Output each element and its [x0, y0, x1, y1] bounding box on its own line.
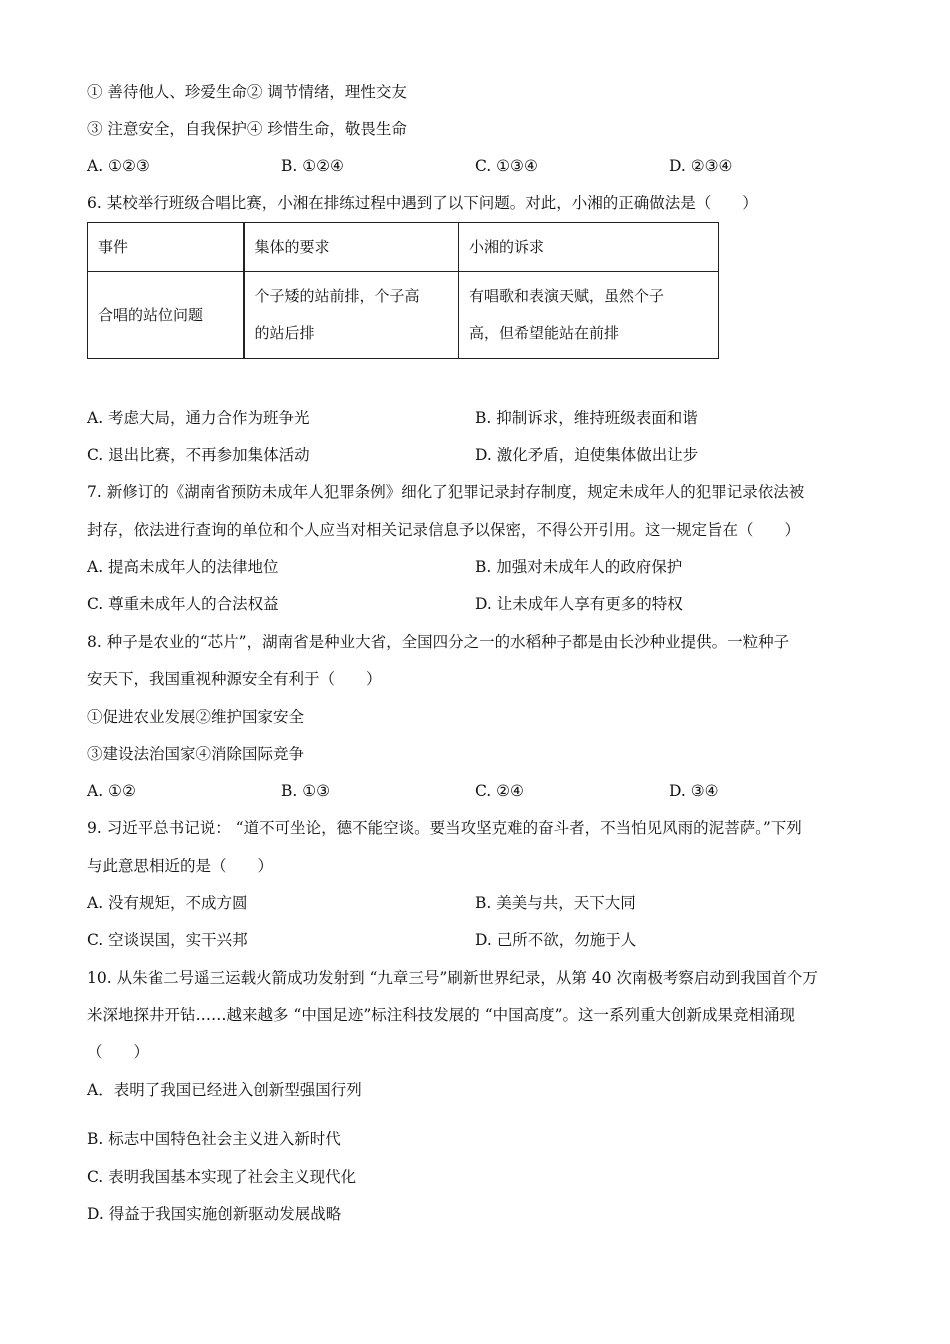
q9-option-c[interactable]: C. 空谈误国，实干兴邦	[87, 931, 248, 949]
q7-option-b[interactable]: B. 加强对未成年人的政府保护	[475, 558, 683, 576]
q6-option-b[interactable]: B. 抑制诉求，维持班级表面和谐	[475, 409, 698, 427]
q7-option-a[interactable]: A. 提高未成年人的法律地位	[87, 558, 279, 576]
header-xiaoxiang-appeal: 小湘的诉求	[459, 223, 719, 272]
q7-question-line1: 7. 新修订的《湖南省预防未成年人犯罪条例》细化了犯罪记录封存制度，规定未成年人的犯罪记录依法被	[87, 483, 805, 501]
q6-option-d[interactable]: D. 激化矛盾，迫使集体做出让步	[475, 446, 699, 464]
q10-question-line2: 米深地探井开钻……越来越多 “中国足迹”标注科技发展的 “中国高度”。这一系列重大创新成果竞相涌现	[87, 1006, 796, 1024]
q9-question-line1: 9. 习近平总书记说： “道不可坐论，德不能空谈。要当攻坚克难的奋斗者，不当怕见风雨的泥菩萨。”下列	[87, 819, 802, 837]
q10-option-d[interactable]: D. 得益于我国实施创新驱动发展战略	[87, 1205, 342, 1223]
cell-appeal-line1: 有唱歌和表演天赋，虽然个子	[469, 287, 665, 305]
q8-option-b[interactable]: B. ①③	[281, 782, 331, 800]
q8-question-line1: 8. 种子是农业的“芯片”，湖南省是种业大省，全国四分之一的水稻种子都是由长沙种业提供。一粒种子	[87, 633, 790, 651]
q10-option-a[interactable]: A．表明了我国已经进入创新型强国行列	[87, 1081, 362, 1099]
q8-statements-line1: ①促进农业发展②维护国家安全	[87, 708, 305, 726]
table-row	[88, 272, 719, 359]
cell-appeal	[459, 272, 719, 359]
q6-question: 6. 某校举行班级合唱比赛，小湘在排练过程中遇到了以下问题。对此，小湘的正确做法是（ ）	[87, 194, 758, 212]
q10-option-c[interactable]: C. 表明我国基本实现了社会主义现代化	[87, 1168, 357, 1186]
q8-option-d[interactable]: D. ③④	[669, 782, 719, 800]
q10-question-line1: 10. 从朱雀二号遥三运载火箭成功发射到 “九章三号”刷新世界纪录，从第 40 次南极考察启动到我国首个万	[87, 969, 818, 987]
q8-option-c[interactable]: C. ②④	[475, 782, 524, 800]
q5-statements-line2: ③ 注意安全，自我保护④ 珍惜生命，敬畏生命	[87, 120, 407, 138]
q6-option-c[interactable]: C. 退出比赛，不再参加集体活动	[87, 446, 310, 464]
q5-option-b[interactable]: B. ①②④	[281, 157, 344, 175]
q7-option-c[interactable]: C. 尊重未成年人的合法权益	[87, 595, 279, 613]
q5-option-d[interactable]: D. ②③④	[669, 157, 733, 175]
q9-option-b[interactable]: B. 美美与共，天下大同	[475, 894, 636, 912]
q9-question-line2: 与此意思相近的是（ ）	[87, 857, 274, 875]
q9-option-d[interactable]: D. 己所不欲，勿施于人	[475, 931, 637, 949]
cell-requirement-line1: 个子矮的站前排，个子高	[254, 287, 420, 305]
q10-question-line3: （ ）	[87, 1043, 150, 1061]
header-event: 事件	[88, 223, 244, 272]
q6-option-a[interactable]: A. 考虑大局，通力合作为班争光	[87, 409, 310, 427]
q8-question-line2: 安天下，我国重视种源安全有利于（ ）	[87, 670, 382, 688]
table-header-row	[88, 223, 719, 272]
cell-event: 合唱的站位问题	[88, 272, 244, 359]
q6-event-table	[87, 222, 719, 359]
q7-question-line2: 封存，依法进行查询的单位和个人应当对相关记录信息予以保密，不得公开引用。这一规定旨在（ ）	[87, 521, 801, 539]
q5-option-c[interactable]: C. ①③④	[475, 157, 538, 175]
cell-appeal-line2: 高，但希望能站在前排	[469, 324, 620, 342]
q9-option-a[interactable]: A. 没有规矩，不成方圆	[87, 894, 248, 912]
header-group-requirement: 集体的要求	[244, 223, 459, 272]
cell-requirement-line2: 的站后排	[254, 324, 315, 342]
q10-option-b[interactable]: B. 标志中国特色社会主义进入新时代	[87, 1130, 341, 1148]
q8-statements-line2: ③建设法治国家④消除国际竞争	[87, 745, 305, 763]
cell-group-requirement	[244, 272, 459, 359]
q8-option-a[interactable]: A. ①②	[87, 782, 136, 800]
q5-statements-line1: ① 善待他人、珍爱生命② 调节情绪，理性交友	[87, 83, 407, 101]
q5-option-a[interactable]: A. ①②③	[87, 157, 150, 175]
q7-option-d[interactable]: D. 让未成年人享有更多的特权	[475, 595, 683, 613]
